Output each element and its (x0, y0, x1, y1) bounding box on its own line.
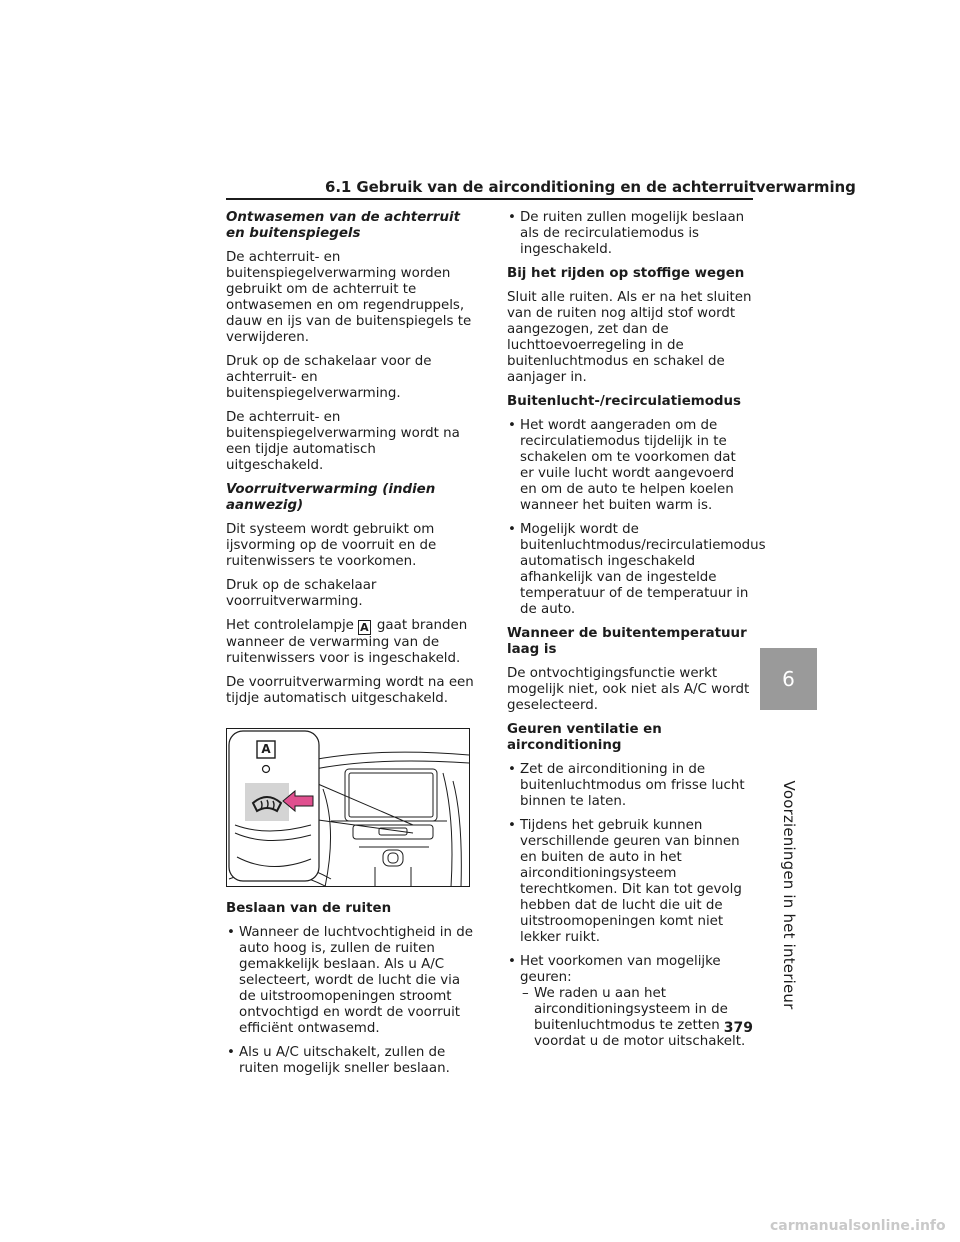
left-column (226, 210, 476, 1085)
dusty-roads-heading: Bij het rijden op stoffige wegen (507, 266, 745, 281)
indicator-marker-a: A (358, 620, 371, 635)
odor-heading: Geuren ventilatie en airconditioning (507, 722, 662, 753)
header-rule (226, 198, 753, 200)
odor-bullet: • Zet de airconditioning in de buitenluchtmodus om frisse lucht binnen te laten. (507, 762, 753, 810)
odor-bullet: • Tijdens het gebruik kunnen verschillende geuren van binnen en buiten de auto in het airconditioningsysteem terechtkomen. Dit kan tot gevolg hebben dat de lucht die uit de uitstroomopeningen komt niet lekker ruikt. (507, 818, 753, 946)
indicator-text-before: Het controlelampje (226, 618, 354, 633)
wiper-paragraph-3: De voorruitverwarming wordt na een tijdje automatisch uitgeschakeld. (226, 675, 474, 706)
dusty-roads-paragraph: Sluit alle ruiten. Als er na het sluiten van de ruiten nog altijd stof wordt aangezogen, zet dan de luchttoevoerregeling in de buitenluchtmodus en schakel de aanjager in. (507, 290, 752, 385)
air-mode-bullet: • Het wordt aangeraden om de recirculatiemodus tijdelijk in te schakelen om te voorkomen dat er vuile lucht wordt aangevoerd en om de auto te helpen koelen wanneer het buiten warm is. (507, 418, 753, 514)
watermark: carmanualsonline.info (770, 1218, 946, 1234)
wiper-paragraph-1: Dit systeem wordt gebruikt om ijsvorming op de voorruit en de ruitenwissers te voorkomen. (226, 522, 437, 569)
defrost-paragraph-1: De achterruit- en buitenspiegelverwarming worden gebruikt om de achterruit te ontwasemen en om regendruppels, dauw en ijs van de buitenspiegels te verwijderen. (226, 250, 472, 345)
recirculation-fog-bullet: • De ruiten zullen mogelijk beslaan als de recirculatiemodus is ingeschakeld. (507, 210, 753, 258)
defrost-paragraph-3: De achterruit- en buitenspiegelverwarming wordt na een tijdje automatisch uitgeschakeld. (226, 410, 460, 473)
wiper-paragraph-2: Druk op de schakelaar voorruitverwarming. (226, 578, 377, 609)
section-title: 6.1 Gebruik van de airconditioning en de achterruitverwarming (325, 178, 856, 196)
chapter-tab: 6 (760, 648, 817, 710)
defrost-heading: Ontwasemen van de achterruit en buitenspiegels (226, 210, 461, 241)
defrost-paragraph-2: Druk op de schakelaar voor de achterruit- en buitenspiegelverwarming. (226, 354, 432, 401)
odor-dash-item: – We raden u aan het airconditioningsysteem in de buitenluchtmodus te zetten voordat u de motor uitschakelt. (507, 986, 753, 1050)
air-mode-bullet: • Mogelijk wordt de buitenluchtmodus/recirculatiemodus automatisch ingeschakeld afhankelijk van de ingestelde temperatuur of de temperatuur in de auto. (507, 522, 753, 618)
fogging-bullet: • Wanneer de luchtvochtigheid in de auto hoog is, zullen de ruiten gemakkelijk beslaan. Als u A/C selecteert, wordt de lucht die via de uitstroomopeningen stroomt ontvochtigd en wordt de voorruit efficiënt ontwasemd. (226, 925, 476, 1037)
odor-bullet-text: Het voorkomen van mogelijke geuren: (520, 954, 721, 985)
fogging-bullet: • Als u A/C uitschakelt, zullen de ruiten mogelijk sneller beslaan. (226, 1045, 476, 1077)
low-temp-paragraph: De ontvochtigingsfunctie werkt mogelijk niet, ook niet als A/C wordt geselecteerd. (507, 666, 750, 713)
fogging-heading: Beslaan van de ruiten (226, 901, 392, 916)
indicator-text-after: gaat branden wanneer de verwarming van de ruitenwissers voor is ingeschakeld. (226, 618, 468, 666)
air-mode-heading: Buitenlucht-/recirculatiemodus (507, 394, 742, 409)
odor-bullet (507, 954, 753, 986)
dashboard-illustration (226, 728, 470, 887)
page-number: 379 (723, 1020, 753, 1036)
indicator-paragraph (226, 618, 476, 667)
figure-label-a: A (261, 742, 271, 756)
chapter-label: Voorzieningen in het interieur (780, 780, 798, 1010)
right-column (507, 210, 766, 1050)
low-temp-heading: Wanneer de buitentemperatuur laag is (507, 626, 747, 657)
wiper-heating-heading: Voorruitverwarming (indien aanwezig) (226, 482, 436, 513)
